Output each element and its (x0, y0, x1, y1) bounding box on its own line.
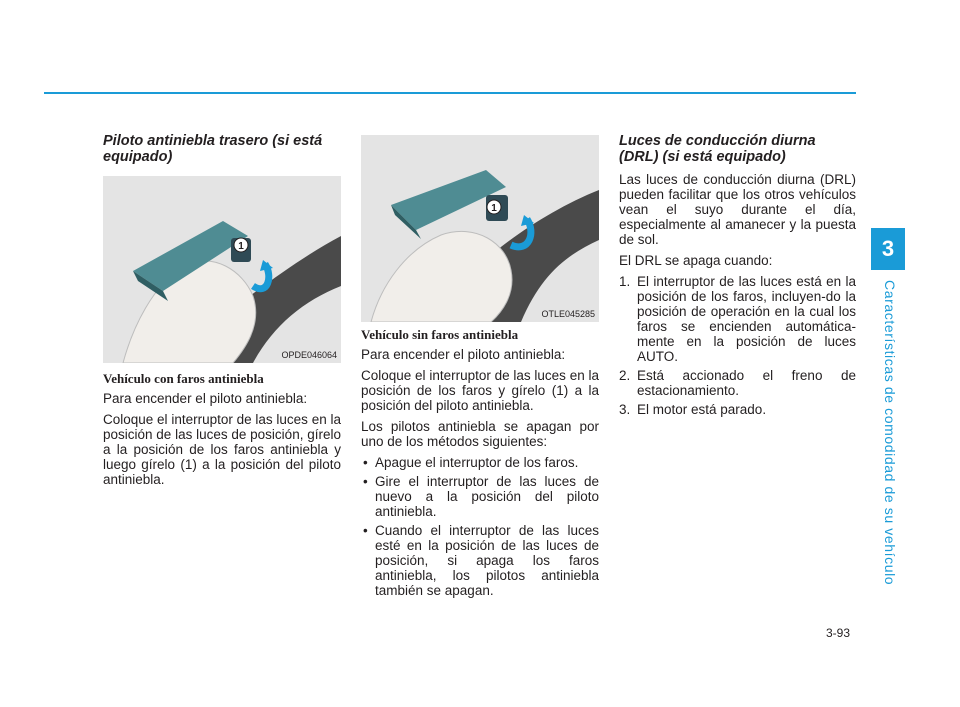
section-heading-drl: Luces de conducción diurna (DRL) (si está equipado) (619, 133, 816, 165)
figure-code: OPDE046064 (281, 350, 337, 360)
paragraph: Para encender el piloto antiniebla: (103, 391, 308, 406)
list-item: • Apague el interruptor de los faros. (361, 455, 599, 470)
figure-fog-switch-2 (361, 135, 599, 322)
badge-number: 1 (238, 241, 244, 252)
subheading-without-fog: Vehículo sin faros antiniebla (361, 327, 519, 342)
light-switch-illustration (103, 176, 341, 363)
page-number: 3-93 (826, 626, 851, 640)
section-heading-rear-fog: Piloto antiniebla trasero (si está equipado) (103, 133, 323, 165)
chapter-title: Características de comodidad de su vehículo (882, 280, 898, 586)
figure-fog-switch-1 (103, 176, 341, 363)
light-switch-illustration (361, 135, 599, 322)
paragraph: Las luces de conducción diurna (DRL) pueden facilitar que los otros vehículos vean el suyo durante el día, especialmente al amanecer y la puesta de sol. (619, 172, 856, 247)
list-item: 1. El interruptor de las luces está en la posición de los faros, incluyen-do la posición de operación en la cual los faros se encienden automática-mente en la posición de luces AUTO. (619, 274, 856, 364)
list-item: • Cuando el interruptor de las luces esté en la posición de las luces de posición, si apaga los faros antiniebla, los pilotos antiniebla también se apagan. (361, 523, 599, 598)
top-rule (44, 92, 856, 94)
badge-number: 1 (491, 203, 497, 214)
list-item: 2. Está accionado el freno de estacionamiento. (619, 368, 856, 398)
list-item: • Gire el interruptor de las luces de nuevo a la posición del piloto antiniebla. (361, 474, 599, 519)
paragraph: El DRL se apaga cuando: (619, 253, 773, 268)
bullet-list (361, 455, 599, 598)
paragraph: Coloque el interruptor de las luces en la posición de los faros y gírelo (1) a la posición del piloto antiniebla. (361, 368, 599, 413)
numbered-list (619, 274, 856, 417)
list-item: 3. El motor está parado. (619, 402, 767, 417)
paragraph: Para encender el piloto antiniebla: (361, 347, 566, 362)
paragraph: Coloque el interruptor de las luces en la posición de las luces de posición, gírelo a la posición de los faros antiniebla y luego gírelo (1) a la posición del piloto antiniebla. (103, 412, 341, 487)
paragraph: Los pilotos antiniebla se apagan por uno de los métodos siguientes: (361, 419, 599, 449)
subheading-with-fog: Vehículo con faros antiniebla (103, 371, 264, 386)
figure-code: OTLE045285 (541, 309, 595, 319)
chapter-tab: 3 (871, 228, 905, 270)
